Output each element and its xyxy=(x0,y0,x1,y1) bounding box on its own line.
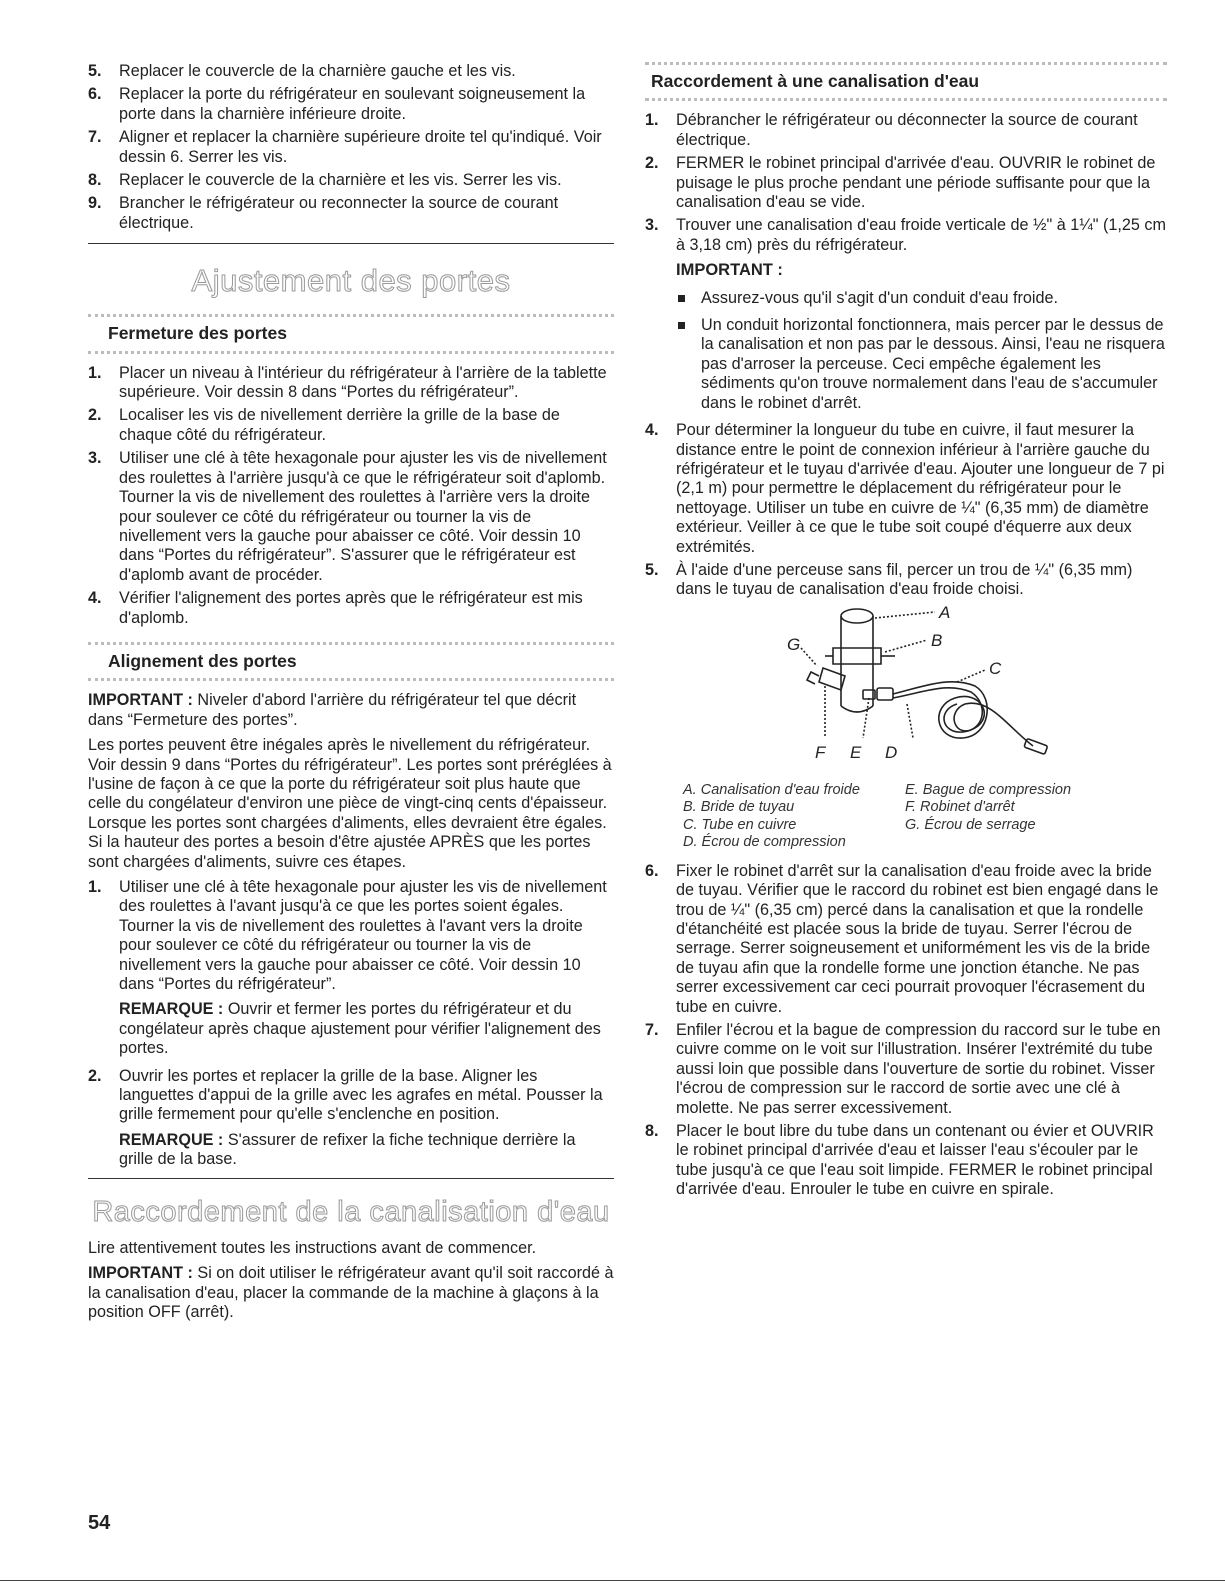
leader-a xyxy=(875,612,935,618)
step-text: Replacer le couvercle de la charnière gauche et les vis. xyxy=(119,62,516,80)
remark-note xyxy=(119,1000,614,1058)
subheading-water-connection: Raccordement à une canalisation d'eau xyxy=(645,62,1167,101)
list-item xyxy=(645,1021,1167,1118)
door-alignment-steps xyxy=(88,878,614,1170)
figure-legend xyxy=(683,782,1167,852)
list-item xyxy=(676,289,1167,308)
step-number: 7. xyxy=(645,1021,659,1039)
step-number: 6. xyxy=(645,861,659,880)
paragraph: Lire attentivement toutes les instructions avant de commencer. xyxy=(88,1238,537,1257)
remark-text: Ouvrir et fermer les portes du réfrigérateur et du congélateur après chaque ajustement pour vérifier l'alignement des portes. xyxy=(119,1000,601,1058)
important-text: Si on doit utiliser le réfrigérateur avant qu'il soit raccordé à la canalisation d'eau, placer la commande de la machine à glaçons à la position OFF (arrêt). xyxy=(88,1264,614,1321)
step-number: 1. xyxy=(88,363,102,382)
important-note xyxy=(88,1264,614,1322)
important-note xyxy=(88,691,614,730)
step-text: Replacer le couvercle de la charnière et les vis. Serrer les vis. xyxy=(119,171,562,190)
step-text: Utiliser une clé à tête hexagonale pour ajuster les vis de nivellement des roulettes à l'avant jusqu'à ce que les portes soient égales. Tourner la vis de nivellement des roulettes à l'avant vers la droite pour soulever ce côté du réfrigérateur ou tourner la vis de nivellement vers la gauche pour abaisser ce côté. Voir dessin 10 dans “Portes du réfrigérateur”. xyxy=(119,878,607,994)
step-text: Placer un niveau à l'intérieur du réfrigérateur à l'arrière de la tablette supérieure. Voir dessin 8 dans “Portes du réfrigérateur”. xyxy=(119,363,607,402)
list-item xyxy=(645,421,1167,557)
water-steps-b xyxy=(645,421,1167,600)
step-number: 1. xyxy=(88,878,102,896)
important-label: IMPORTANT : xyxy=(88,691,193,710)
legend-item: A. Canalisation d'eau froide xyxy=(683,781,860,798)
list-item xyxy=(676,316,1167,413)
step-text: Brancher le réfrigérateur ou reconnecter la source de courant électrique. xyxy=(119,194,559,232)
page-number: 54 xyxy=(88,1512,111,1534)
step-text: Enfiler l'écrou et la bague de compression du raccord sur le tube en cuivre comme on le voit sur l'illustration. Insérer l'extrémité du tube aussi loin que possible dans l'ouverture de sortie du robinet. Visser l'écrou de compression sur le raccord de sortie avec une clé à molette. Ne pas serrer excessivement. xyxy=(676,1021,1161,1117)
step-number: 8. xyxy=(88,171,102,190)
label-a: A xyxy=(939,605,951,622)
step-number: 6. xyxy=(88,85,102,104)
right-column xyxy=(645,62,1167,1204)
step-number: 1. xyxy=(645,111,659,130)
step-number: 2. xyxy=(88,406,102,425)
list-item xyxy=(88,128,614,167)
important-text: Niveler d'abord l'arrière du réfrigérateur tel que décrit dans “Fermeture des portes”. xyxy=(88,691,577,729)
label-g: G xyxy=(787,634,801,654)
section-divider xyxy=(88,1178,614,1179)
bullet-text: Un conduit horizontal fonctionnera, mais percer par le dessus de la canalisation et non pas par le dessous. Ainsi, l'eau ne risquera pas d'arroser la perceuse. Ceci empêche également les sédiments qu'on trouve normalement dans l'eau de s'accumuler dans le robinet d'arrêt. xyxy=(701,316,1165,412)
subheading-door-alignment: Alignement des portes xyxy=(88,642,614,681)
legend-item: G. Écrou de serrage xyxy=(905,816,1036,833)
step-text: Placer le bout libre du tube dans un contenant ou évier et OUVRIR le robinet principal d'arrivée d'eau et laisser l'eau s'écouler par le tube jusqu'à ce que l'eau soit limpide. FERMER le robinet principal d'arrivée d'eau. Enrouler le tube en cuivre en spirale. xyxy=(676,1122,1154,1199)
list-item xyxy=(88,85,614,124)
step-number: 5. xyxy=(645,560,659,579)
step-number: 4. xyxy=(88,589,102,608)
left-column xyxy=(88,62,614,1328)
step-text: Pour déterminer la longueur du tube en cuivre, il faut mesurer la distance entre le point de connexion inférieur à l'arrière gauche du réfrigérateur et le tuyau d'arrivée d'eau. Ajouter une longueur de 7 pi (2,1 m) pour permettre le déplacement du réfrigérateur pour le nettoyage. Utiliser un tube en cuivre de ¼" (6,35 mm) de diamètre extérieur. Veiller à ce que le tube soit coupé d'équerre aux deux extrémités. xyxy=(676,421,1165,556)
pipe-top xyxy=(841,609,873,623)
step-number: 7. xyxy=(88,128,102,147)
list-item xyxy=(88,171,614,190)
step-text: Fixer le robinet d'arrêt sur la canalisation d'eau froide avec la bride de tuyau. Vérifier que le raccord du robinet est bien engagé dans le trou de ¼" (6,35 cm) percé dans la canalisation et que la rondelle d'étanchéité est placée sous la bride de tuyau. Serrer l'écrou de serrage. Serrer soigneusement et uniformément les vis de la bride de tuyau afin que la rondelle forme une jonction étanche. Ne pas serrer excessivement car ceci pourrait provoquer l'écrasement du tube en cuivre. xyxy=(676,861,1159,1016)
bullet-square-icon xyxy=(678,295,685,302)
subheading-door-closing: Fermeture des portes xyxy=(88,314,614,353)
step-text: Utiliser une clé à tête hexagonale pour ajuster les vis de nivellement des roulettes à l'arrière jusqu'à ce que le réfrigérateur soit d'aplomb. Tourner la vis de nivellement des roulettes à l'arrière vers la droite pour soulever ce côté du réfrigérateur ou tourner la vis de nivellement vers la gauche pour abaisser ce côté. Voir dessin 10 dans “Portes du réfrigérateur”. S'assurer que le réfrigérateur est d'aplomb avant de procéder. xyxy=(119,449,607,584)
step-number: 3. xyxy=(645,216,659,235)
page-bottom-rule xyxy=(0,1580,1225,1581)
step-text: Replacer la porte du réfrigérateur en soulevant soigneusement la porte dans la charnière inférieure droite. xyxy=(119,85,586,123)
list-item xyxy=(645,1122,1167,1200)
leader-c xyxy=(957,670,985,682)
step-text: FERMER le robinet principal d'arrivée d'eau. OUVRIR le robinet de puisage le plus proche pendant une période suffisante pour que la canalisation d'eau se vide. xyxy=(676,154,1156,212)
list-item xyxy=(88,878,614,1059)
legend-item: E. Bague de compression xyxy=(905,781,1072,798)
leader-d xyxy=(907,704,913,738)
step-text: Localiser les vis de nivellement derrière la grille de la base de chaque côté du réfrigérateur. xyxy=(119,406,560,444)
list-item xyxy=(88,406,614,445)
step-number: 5. xyxy=(88,62,102,80)
list-item xyxy=(88,62,614,81)
remark-label: REMARQUE : xyxy=(119,1000,224,1019)
step-text: Ouvrir les portes et replacer la grille de la base. Aligner les languettes d'appui de la grille avec les agrafes en métal. Pousser la grille fermement pour qu'elle s'enclenche en position. xyxy=(119,1066,603,1124)
door-closing-steps xyxy=(88,364,614,628)
list-item xyxy=(645,561,1167,600)
label-f: F xyxy=(815,742,826,762)
list-item xyxy=(645,216,1167,255)
important-label: IMPORTANT : xyxy=(88,1264,193,1283)
hinge-steps-list xyxy=(88,62,614,233)
bullet-text: Assurez-vous qu'il s'agit d'un conduit d'eau froide. xyxy=(701,288,1059,307)
copper-tube-coil xyxy=(893,682,1033,746)
leader-e xyxy=(863,698,869,738)
list-item xyxy=(645,154,1167,212)
list-item xyxy=(88,589,614,628)
step-number: 2. xyxy=(645,154,659,173)
important-label: IMPORTANT : xyxy=(676,261,783,280)
step-text: À l'aide d'une perceuse sans fil, percer un trou de ¼" (6,35 mm) dans le tuyau de canalisation d'eau froide choisi. xyxy=(676,560,1133,599)
important-bullets xyxy=(676,289,1167,413)
compression-nut xyxy=(877,688,893,700)
legend-item: F. Robinet d'arrêt xyxy=(905,799,1015,816)
list-item xyxy=(645,111,1167,150)
remark-note xyxy=(119,1131,614,1170)
leader-g xyxy=(801,648,817,666)
water-steps-a xyxy=(645,111,1167,255)
legend-item: B. Bride de tuyau xyxy=(683,799,795,816)
list-item xyxy=(88,1067,614,1170)
leader-b xyxy=(885,640,927,652)
step-number: 2. xyxy=(88,1066,102,1085)
step-text: Vérifier l'alignement des portes après que le réfrigérateur est mis d'aplomb. xyxy=(119,589,583,627)
section-title-door-adjustment: Ajustement des portes xyxy=(191,263,511,299)
shutoff-valve-illustration xyxy=(645,606,1167,776)
legend-item: D. Écrou de compression xyxy=(683,834,846,851)
list-item xyxy=(645,862,1167,1017)
remark-label: REMARQUE : xyxy=(119,1130,224,1149)
valve-diagram xyxy=(645,606,1167,776)
step-text: Débrancher le réfrigérateur ou déconnecter la source de courant électrique. xyxy=(676,111,1138,149)
section-divider xyxy=(88,243,614,244)
bullet-square-icon xyxy=(678,322,685,329)
step-number: 9. xyxy=(88,194,102,213)
label-e: E xyxy=(850,742,862,762)
step-number: 4. xyxy=(645,421,659,440)
list-item xyxy=(88,449,614,585)
legend-column-1 xyxy=(683,782,905,852)
legend-item: C. Tube en cuivre xyxy=(683,816,797,833)
list-item xyxy=(88,194,614,233)
step-number: 3. xyxy=(88,449,102,468)
section-title-water-line: Raccordement de la canalisation d'eau xyxy=(92,1195,610,1228)
remark-text: S'assurer de refixer la fiche technique derrière la grille de la base. xyxy=(119,1130,576,1169)
step-text: Trouver une canalisation d'eau froide verticale de ½" à 1¼" (1,25 cm à 3,18 cm) près du réfrigérateur. xyxy=(676,216,1166,254)
label-c: C xyxy=(989,658,1002,678)
water-steps-c xyxy=(645,862,1167,1200)
step-number: 8. xyxy=(645,1122,659,1141)
paragraph: Les portes peuvent être inégales après le nivellement du réfrigérateur. Voir dessin 9 dans “Portes du réfrigérateur”. Les portes sont préréglées à l'usine de façon à ce que la porte du réfrigérateur soit plus haute que celle du congélateur d'environ une pièce de vingt-cinq cents d'épaisseur. Lorsque les portes sont chargées d'aliments, elles devraient être égales. Si la hauteur des portes a besoin d'être ajustée APRÈS que les portes sont chargées d'aliments, suivre ces étapes. xyxy=(88,736,612,871)
step-text: Aligner et replacer la charnière supérieure droite tel qu'indiqué. Voir dessin 6. Serrer les vis. xyxy=(119,128,602,166)
legend-column-2 xyxy=(905,782,1071,852)
list-item xyxy=(88,364,614,403)
valve-handle xyxy=(807,672,819,684)
label-d: D xyxy=(885,742,898,762)
label-b: B xyxy=(931,630,943,650)
